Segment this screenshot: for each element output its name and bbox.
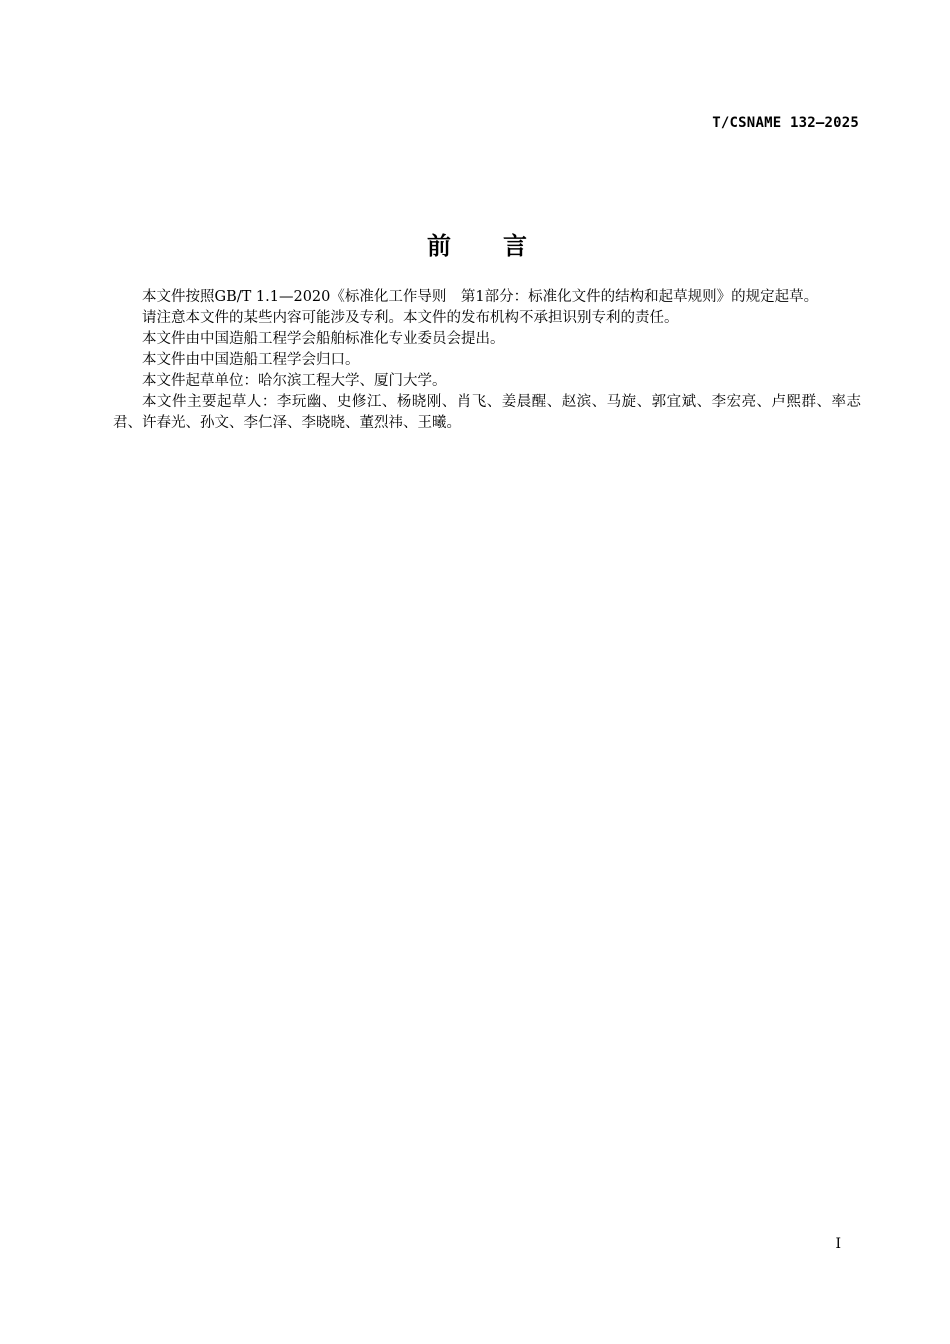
paragraph-proposer: 本文件由中国造船工程学会船舶标准化专业委员会提出。	[142, 331, 505, 347]
paragraph-drafters: 本文件主要起草人：李玩幽、史修江、杨晓刚、肖飞、姜晨醒、赵滨、马旋、郭宜斌、李宏亮、卢熙群、率志君、许春光、孙文、李仁泽、李晓晓、董烈祎、王曦。	[113, 394, 861, 431]
paragraph-administrator: 本文件由中国造船工程学会归口。	[142, 352, 360, 368]
page-title: 前言	[427, 232, 579, 260]
page-number: I	[835, 1236, 841, 1252]
paragraph-drafting-rules: 本文件按照GB/T 1.1—2020《标准化工作导则 第1部分：标准化文件的结构和起草规则》的规定起草。	[142, 289, 819, 305]
document-code: T/CSNAME 132—2025	[712, 115, 859, 131]
preface-body	[113, 287, 861, 434]
paragraph-patent-notice: 请注意本文件的某些内容可能涉及专利。本文件的发布机构不承担识别专利的责任。	[142, 310, 679, 326]
paragraph-drafting-units: 本文件起草单位：哈尔滨工程大学、厦门大学。	[142, 373, 447, 389]
